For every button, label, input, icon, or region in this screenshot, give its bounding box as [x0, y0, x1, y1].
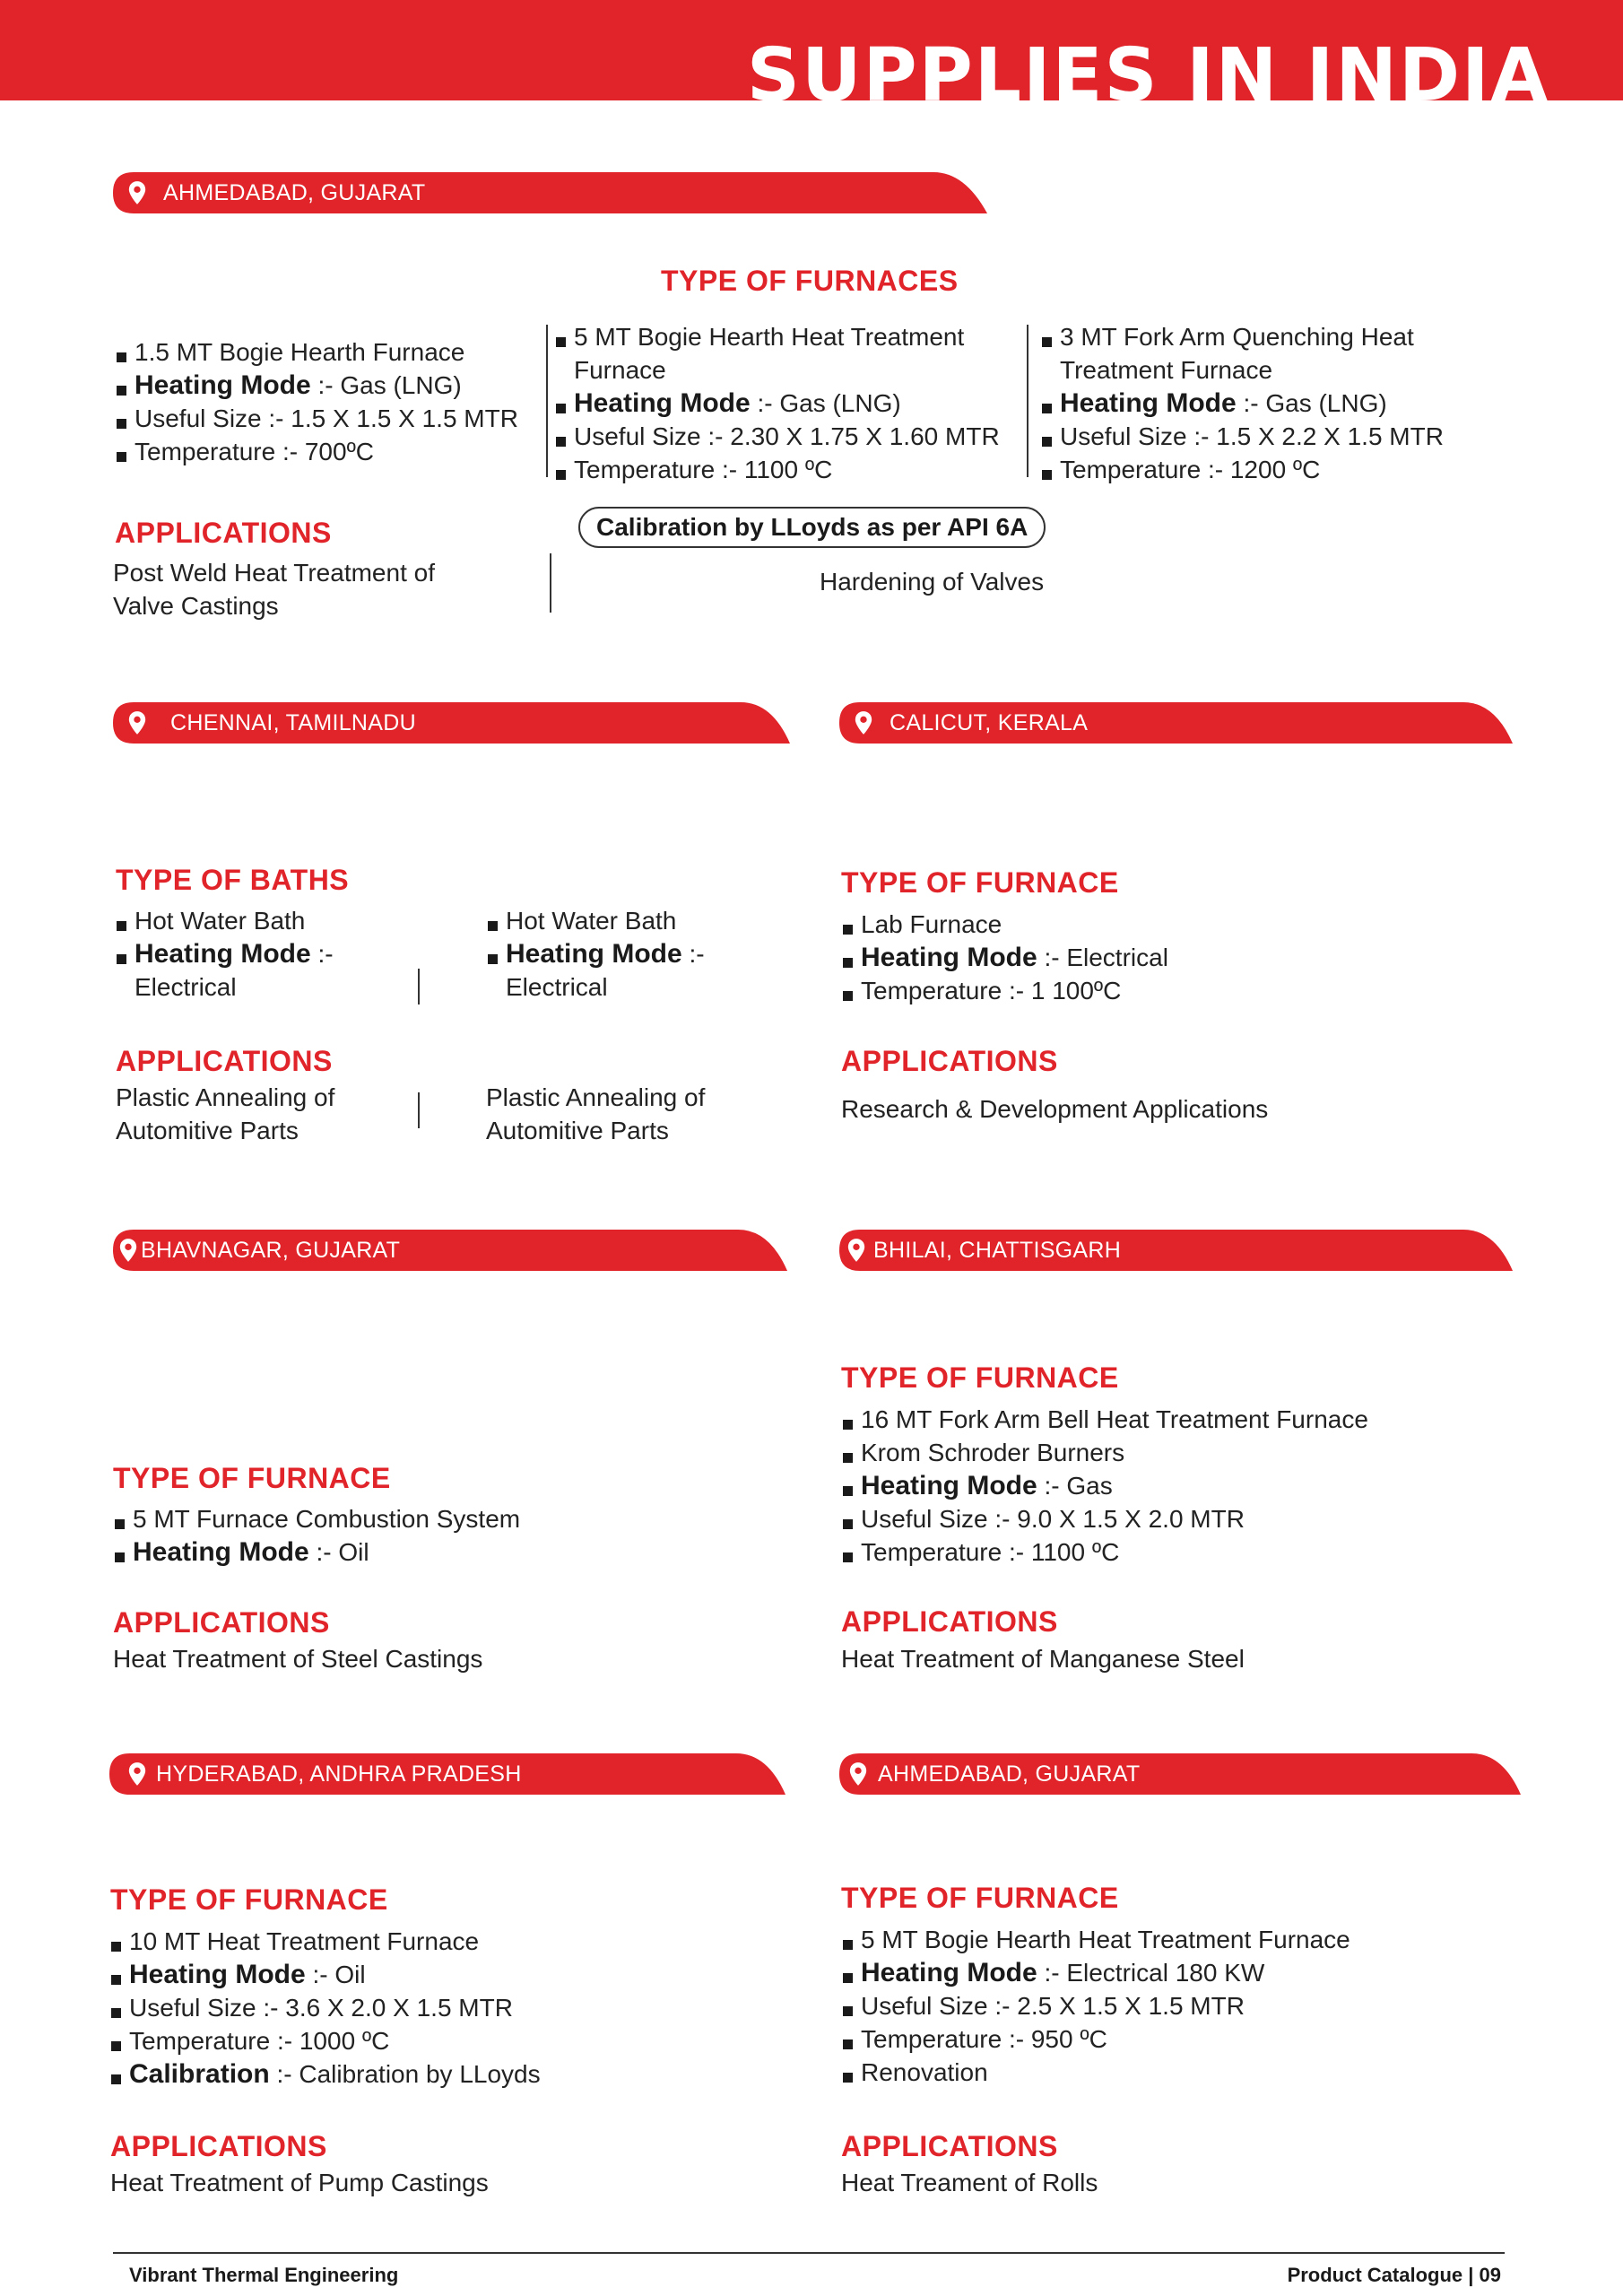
- list-item: Electrical: [135, 973, 237, 1001]
- spec-label: Heating Mode: [574, 388, 751, 418]
- spec-label: Heating Mode: [861, 1958, 1037, 1987]
- spec-value: :- Gas (LNG): [757, 389, 901, 417]
- location-banner: [113, 702, 790, 744]
- list-item: [843, 1956, 1350, 1989]
- list-item: 3 MT Fork Arm Quenching Heat: [1042, 320, 1444, 353]
- location-label: CHENNAI, TAMILNADU: [170, 710, 416, 735]
- spec-value: :-: [317, 940, 334, 968]
- list-item: 16 MT Fork Arm Bell Heat Treatment Furnace: [843, 1403, 1368, 1436]
- list-item: 5 MT Bogie Hearth Heat Treatment: [556, 320, 1000, 353]
- list-item: [843, 941, 1168, 974]
- location-label: AHMEDABAD, GUJARAT: [878, 1761, 1141, 1787]
- spec-label: Heating Mode: [135, 370, 311, 400]
- location-label: CALICUT, KERALA: [890, 710, 1089, 735]
- application-line: Plastic Annealing of: [116, 1083, 335, 1111]
- application-line: Post Weld Heat Treatment of: [113, 559, 435, 587]
- applications-heading: APPLICATIONS: [115, 517, 332, 549]
- list-item: [1042, 387, 1444, 420]
- location-pin-icon: [127, 180, 147, 205]
- applications-heading: APPLICATIONS: [113, 1606, 330, 1639]
- applications-heading: APPLICATIONS: [110, 2130, 327, 2162]
- application-text: [113, 556, 435, 622]
- list-item: Furnace: [574, 356, 666, 384]
- location-label: AHMEDABAD, GUJARAT: [163, 180, 426, 205]
- column-divider: [418, 969, 420, 1004]
- section-heading: TYPE OF FURNACE: [113, 1462, 391, 1494]
- column-divider: [546, 325, 548, 477]
- list-item: Temperature :- 1100 ºC: [843, 1535, 1368, 1569]
- list-item: Temperature :- 1000 ºC: [111, 2024, 541, 2057]
- section-heading: TYPE OF FURNACE: [841, 866, 1119, 899]
- furnace-spec-list: [843, 1923, 1350, 2089]
- location-banner: [839, 702, 1513, 744]
- furnace-spec-list: [111, 1925, 541, 2091]
- furnace-spec-list: [556, 320, 1000, 486]
- location-banner: [109, 1753, 785, 1795]
- list-item: Temperature :- 700ºC: [117, 435, 518, 468]
- application-text: [486, 1081, 705, 1147]
- applications-heading: APPLICATIONS: [841, 1045, 1058, 1077]
- application-text: Heat Treatment of Steel Castings: [113, 1645, 483, 1673]
- application-text: Heat Treament of Rolls: [841, 2169, 1098, 2196]
- footer-company: Vibrant Thermal Engineering: [129, 2264, 399, 2286]
- furnace-spec-list: [115, 1502, 520, 1569]
- list-item: [843, 1469, 1368, 1502]
- list-item: Useful Size :- 1.5 X 2.2 X 1.5 MTR: [1042, 420, 1444, 453]
- list-item: Treatment Furnace: [1060, 356, 1273, 384]
- location-label: HYDERABAD, ANDHRA PRADESH: [156, 1761, 522, 1787]
- list-item: Temperature :- 1100 ºC: [556, 453, 1000, 486]
- list-item: Temperature :- 1200 ºC: [1042, 453, 1444, 486]
- application-text: Hardening of Valves: [820, 568, 1045, 596]
- list-item: [117, 369, 518, 402]
- column-divider: [418, 1092, 420, 1128]
- list-item: Useful Size :- 9.0 X 1.5 X 2.0 MTR: [843, 1502, 1368, 1535]
- list-item: [488, 937, 705, 970]
- bath-spec-list: [488, 904, 705, 1004]
- section-heading: TYPE OF FURNACE: [841, 1361, 1119, 1394]
- furnace-spec-list: [1042, 320, 1444, 486]
- spec-value: :- Oil: [316, 1538, 369, 1566]
- section-heading: TYPE OF FURNACE: [841, 1882, 1119, 1914]
- footer-page-info: Product Catalogue | 09: [1287, 2264, 1501, 2286]
- location-pin-icon: [118, 1238, 138, 1263]
- list-item: [111, 1958, 541, 1991]
- applications-heading: APPLICATIONS: [841, 2130, 1058, 2162]
- list-item: Krom Schroder Burners: [843, 1436, 1368, 1469]
- location-banner: [113, 1230, 787, 1271]
- spec-label: Heating Mode: [506, 939, 682, 969]
- section-heading: TYPE OF FURNACES: [661, 265, 959, 297]
- list-item: Hot Water Bath: [117, 904, 334, 937]
- applications-heading: APPLICATIONS: [116, 1045, 333, 1077]
- list-item: Useful Size :- 1.5 X 1.5 X 1.5 MTR: [117, 402, 518, 435]
- application-text: Research & Development Applications: [841, 1095, 1269, 1123]
- spec-value: :- Oil: [312, 1961, 366, 1988]
- location-pin-icon: [846, 1238, 866, 1263]
- list-item: 5 MT Furnace Combustion System: [115, 1502, 520, 1535]
- location-pin-icon: [127, 710, 147, 735]
- spec-label: Calibration: [129, 2059, 270, 2089]
- list-item: Temperature :- 950 ºC: [843, 2022, 1350, 2056]
- list-item: Useful Size :- 2.30 X 1.75 X 1.60 MTR: [556, 420, 1000, 453]
- bath-spec-list: [117, 904, 334, 1004]
- spec-label: Heating Mode: [133, 1537, 309, 1567]
- spec-label: Heating Mode: [129, 1960, 306, 1989]
- application-text: Heat Treatment of Pump Castings: [110, 2169, 489, 2196]
- spec-label: Heating Mode: [861, 943, 1037, 972]
- application-line: Automitive Parts: [486, 1117, 669, 1144]
- list-item: Hot Water Bath: [488, 904, 705, 937]
- furnace-spec-list: [843, 908, 1168, 1007]
- spec-label: Heating Mode: [861, 1471, 1037, 1500]
- list-item: Useful Size :- 3.6 X 2.0 X 1.5 MTR: [111, 1991, 541, 2024]
- column-divider: [1027, 325, 1028, 477]
- section-heading: TYPE OF FURNACE: [110, 1883, 388, 1916]
- spec-value: :- Electrical 180 KW: [1044, 1959, 1265, 1987]
- section-heading: TYPE OF BATHS: [116, 864, 350, 896]
- header-bar: [0, 0, 1623, 100]
- location-banner: [113, 172, 987, 213]
- list-item: Useful Size :- 2.5 X 1.5 X 1.5 MTR: [843, 1989, 1350, 2022]
- application-text: [116, 1081, 334, 1147]
- list-item: 5 MT Bogie Hearth Heat Treatment Furnace: [843, 1923, 1350, 1956]
- application-text: Heat Treatment of Manganese Steel: [841, 1645, 1245, 1673]
- furnace-spec-list: [117, 335, 518, 468]
- list-item: 1.5 MT Bogie Hearth Furnace: [117, 335, 518, 369]
- page-title: SUPPLIES IN INDIA: [746, 33, 1549, 100]
- spec-value: :- Gas (LNG): [1243, 389, 1387, 417]
- list-item: [111, 2057, 541, 2091]
- location-pin-icon: [848, 1761, 868, 1787]
- spec-label: Heating Mode: [135, 939, 311, 969]
- list-item: [117, 937, 334, 970]
- spec-value: :-: [689, 940, 705, 968]
- spec-value: :- Electrical: [1044, 944, 1168, 971]
- spec-value: :- Gas: [1044, 1472, 1113, 1500]
- footer-divider: [113, 2252, 1505, 2254]
- list-item: Temperature :- 1 100ºC: [843, 974, 1168, 1007]
- application-line: Automitive Parts: [116, 1117, 299, 1144]
- column-divider: [550, 553, 551, 613]
- list-item: Renovation: [843, 2056, 1350, 2089]
- spec-value: :- Calibration by LLoyds: [276, 2060, 541, 2088]
- location-label: BHAVNAGAR, GUJARAT: [141, 1238, 401, 1263]
- list-item: 10 MT Heat Treatment Furnace: [111, 1925, 541, 1958]
- location-label: BHILAI, CHATTISGARH: [873, 1238, 1122, 1263]
- list-item: Lab Furnace: [843, 908, 1168, 941]
- location-pin-icon: [854, 710, 873, 735]
- location-banner: [839, 1753, 1521, 1795]
- location-pin-icon: [127, 1761, 147, 1787]
- list-item: [556, 387, 1000, 420]
- calibration-badge: Calibration by LLoyds as per API 6A: [578, 507, 1046, 548]
- applications-heading: APPLICATIONS: [841, 1605, 1058, 1638]
- list-item: Electrical: [506, 973, 608, 1001]
- application-line: Valve Castings: [113, 592, 279, 620]
- spec-label: Heating Mode: [1060, 388, 1237, 418]
- list-item: [115, 1535, 520, 1569]
- spec-value: :- Gas (LNG): [317, 371, 462, 399]
- furnace-spec-list: [843, 1403, 1368, 1569]
- location-banner: [839, 1230, 1513, 1271]
- application-line: Plastic Annealing of: [486, 1083, 706, 1111]
